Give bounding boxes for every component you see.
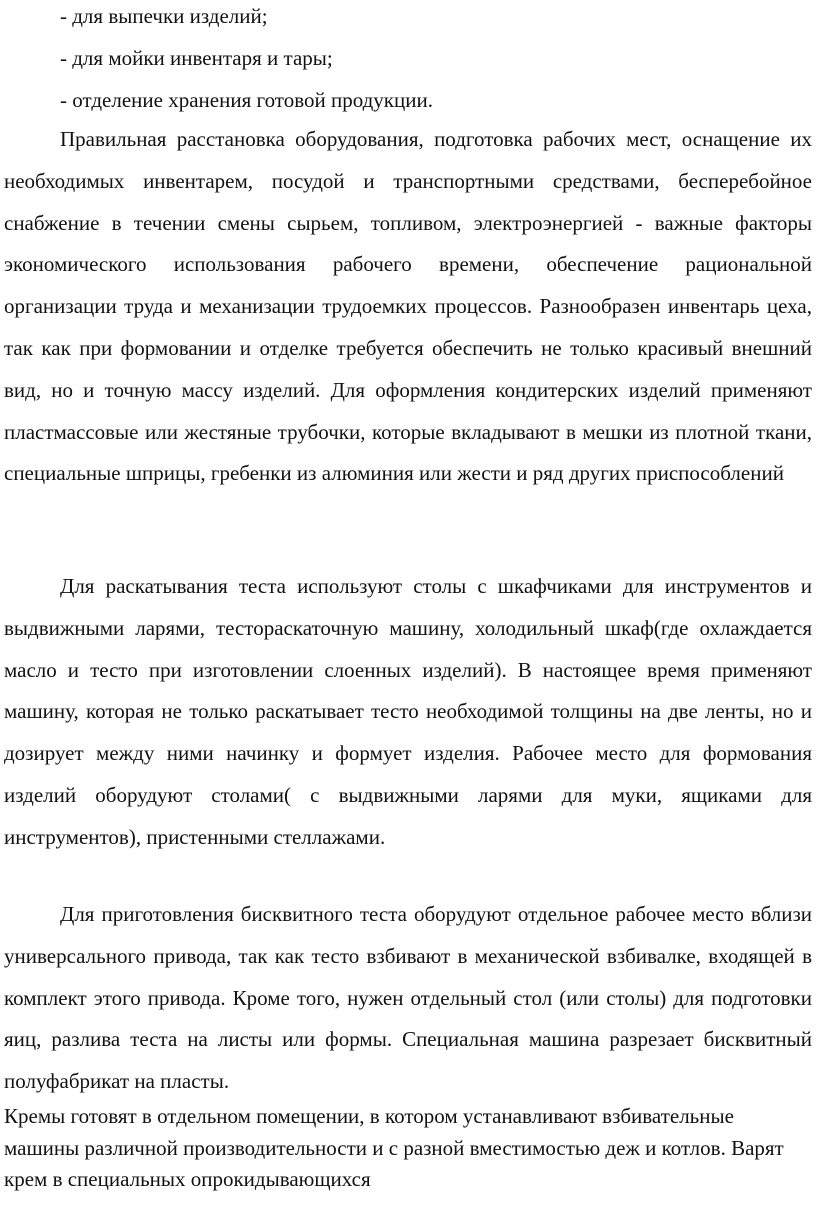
paragraph-sponge-dough: Для приготовления бисквитного теста оборудуют отдельное рабочее место вблизи универсального привода, так как тесто взбивают в механической взбивалке, входящей в комплект этого привода. Кроме того, нужен отдельный стол (или столы) для подготовки яиц, разлива теста на листы или формы. Специальная машина разрезает бисквитный полуфабрикат на пласты. (4, 902, 812, 1094)
list-item: - отделение хранения готовой продукции. (60, 88, 433, 112)
paragraph-creams: Кремы готовят в отдельном помещении, в котором устанавливают взбивательные машины различной производительности и с разной вместимостью деж и котлов. Варят крем в специальных опрокидывающихся (4, 1104, 784, 1191)
list-item: - для мойки инвентаря и тары; (60, 46, 333, 70)
paragraph-rolling-dough: Для раскатывания теста используют столы с шкафчиками для инструментов и выдвижными ларями, тестораскаточную машину, холодильный шкаф(где охлаждается масло и тесто при изготовлении слоенных изделий). В настоящее время применяют машину, которая не только раскатывает тесто необходимой толщины на две ленты, но и дозирует между ними начинку и формует изделия. Рабочее место для формования изделий оборудуют столами( с выдвижными ларями для муки, ящиками для инструментов), пристенными стеллажами. (4, 574, 812, 849)
list-item: - для выпечки изделий; (60, 4, 268, 28)
paragraph-equipment: Правильная расстановка оборудования, подготовка рабочих мест, оснащение их необходимых инвентарем, посудой и транспортными средствами, бесперебойное снабжение в течении смены сырьем, топливом, электроэнергией - важные факторы экономического использования рабочего времени, обеспечение рациональной организации труда и механизации трудоемких процессов. Разнообразен инвентарь цеха, так как при формовании и отделке требуется обеспечить не только красивый внешний вид, но и точную массу изделий. Для оформления кондитерских изделий применяют пластмассовые или жестяные трубочки, которые вкладывают в мешки из плотной ткани, специальные шприцы, гребенки из алюминия или жести и ряд других приспособлений (4, 127, 812, 486)
